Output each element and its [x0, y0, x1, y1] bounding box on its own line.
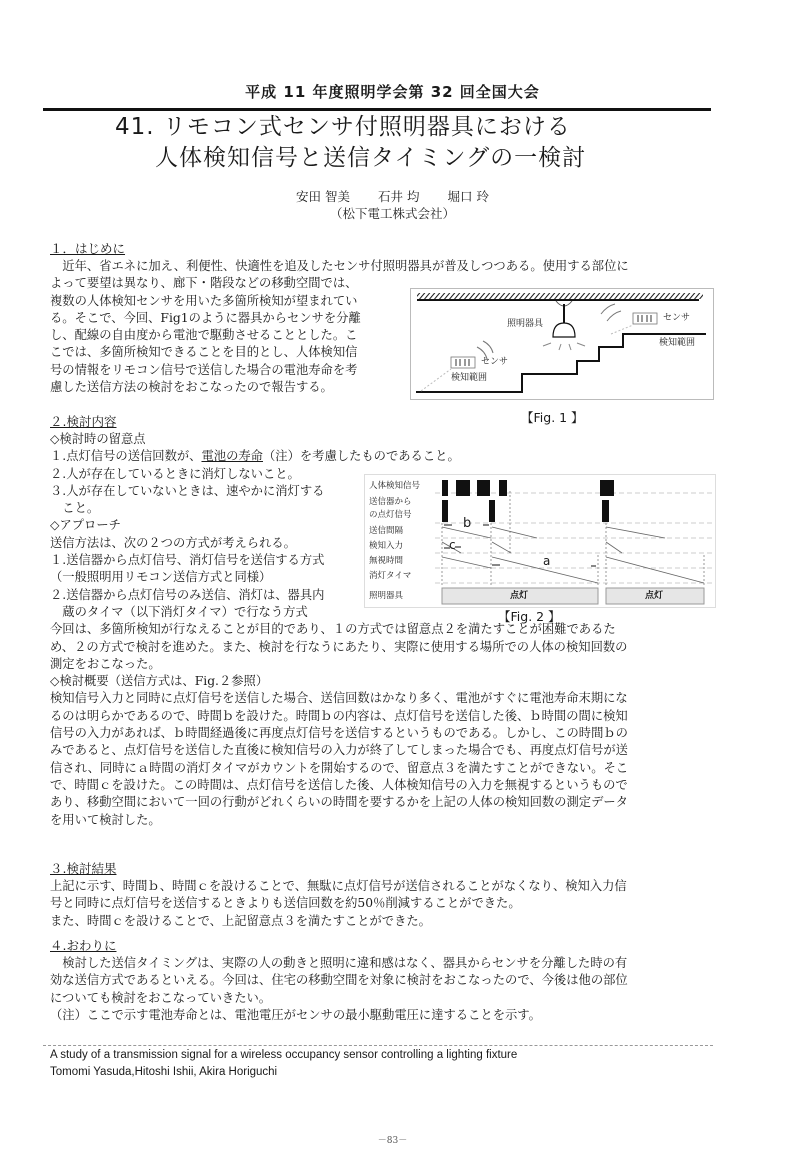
- sensor-icon-right: [601, 304, 657, 334]
- point-2: ２.人が存在しているときに消灯しないこと。: [50, 466, 300, 481]
- figure-2: [364, 474, 716, 608]
- point-3-line2: こと。: [50, 501, 100, 516]
- authors: [0, 189, 785, 204]
- text-line: こでは、多箇所検知できることを目的とし、人体検知信: [50, 345, 358, 360]
- text-line: あり、移動空間において一回の行動がどれくらいの時間を要するかを上記の人体の検知回数の測定データ: [50, 795, 628, 810]
- detection-pulses: [442, 480, 614, 496]
- label-a: a: [543, 554, 551, 568]
- figure-1: [410, 288, 714, 400]
- row-label: 無視時間: [369, 556, 404, 566]
- row-label: 照明器具: [369, 591, 404, 601]
- page-number: －83－: [377, 1136, 408, 1146]
- section-heading-conclusion: ４.おわりに: [50, 938, 117, 953]
- text-line: （一般照明用リモコン送信方式と同様）: [50, 570, 272, 585]
- row-label: 消灯タイマ: [369, 571, 412, 581]
- label-b: b: [463, 516, 472, 531]
- text-line: 信号の入力があれば、ｂ時間経過後に再度点灯信号を送信するというものである。しかし、この時間ｂの: [50, 726, 628, 741]
- timing-diagram: [365, 475, 715, 607]
- text-line: 複数の人体検知センサを用いた多箇所検知が望まれてい: [50, 293, 358, 308]
- text-line: し、配線の自由度から電池で駆動させることとした。こ: [50, 328, 358, 343]
- section-heading-intro: １．はじめに: [50, 241, 126, 256]
- text-line: 号の情報をリモコン信号で送信した場合の電池寿命を考: [50, 362, 358, 377]
- fixture-label: 照明器具: [507, 319, 544, 329]
- text-line: また、時間ｃを設けることで、上記留意点３を満たすことができた。: [50, 913, 431, 928]
- pulse: [442, 480, 448, 496]
- text-line: を用いて検討した。: [50, 812, 161, 827]
- text-line: る。そこで、今回、Fig1のように器具からセンサを分離: [50, 310, 361, 325]
- figure-1-caption: 【Fig. 1 】: [521, 410, 584, 425]
- pulse: [600, 480, 614, 496]
- pulse: [602, 500, 609, 522]
- light-fixture-icon: [543, 301, 585, 350]
- range-label-left: 検知範囲: [451, 373, 488, 383]
- section-heading-study: ２.検討内容: [50, 414, 117, 429]
- row-label: 検知入力: [369, 541, 404, 551]
- english-authors: Tomomi Yasuda,Hitoshi Ishii, Akira Horiguchi: [50, 1066, 278, 1078]
- footer-divider: [43, 1045, 713, 1046]
- text-line: についても検討をおこなっていきたい。: [50, 990, 272, 1005]
- results-paragraph: [50, 878, 627, 930]
- pulse: [489, 500, 495, 522]
- text-line: め、２の方式で検討を進めた。また、検討を行なうにあたり、実際に使用する場所での人体の検知回数の: [50, 639, 628, 654]
- author: 安田 智美: [296, 189, 351, 204]
- interval-arrows: [444, 525, 596, 566]
- text-line: 蔵のタイマ（以下消灯タイマ）で行なう方式: [50, 604, 308, 619]
- author: 石井 均: [378, 189, 420, 204]
- author: 堀口 玲: [447, 189, 489, 204]
- text-line: るのは明らかであるので、時間ｂを設けた。時間ｂの内容は、点灯信号を送信した後、ｂ時間の間に検知: [50, 708, 628, 723]
- row-label: の点灯信号: [369, 510, 412, 520]
- points-heading: ◇検討時の留意点: [50, 432, 146, 446]
- sensor-label-left: センサ: [481, 357, 509, 367]
- text-line: 効な送信方式であるといえる。今回は、住宅の移動空間を対象に検討をおこなったので、今後は他の部位: [50, 973, 628, 988]
- text-line: ２.送信器から点灯信号のみ送信、消灯は、器具内: [50, 587, 325, 602]
- text-line: で、時間ｃを設けた。この時間は、点灯信号を送信した後、人体検知信号の入力を無視するというもので: [50, 777, 628, 792]
- text-line: 信され、同時にａ時間の消灯タイマがカウントを開始するので、留意点３を満たすことができない。そこ: [50, 760, 629, 775]
- text-line: よって要望は異なり、廊下・階段などの移動空間では、: [50, 276, 358, 291]
- ramp-lines: [442, 527, 704, 583]
- approach-heading: ◇アプローチ: [50, 518, 121, 533]
- pulse: [442, 500, 448, 522]
- conference-name: 平成 11 年度照明学会第 32 回全国大会: [245, 83, 540, 101]
- label-c: c: [449, 538, 456, 552]
- row-label: 送信間隔: [369, 526, 404, 536]
- text-line: 慮した送信方法の検討をおこなったので報告する。: [50, 380, 333, 395]
- text-line: 今回は、多箇所検知が行なえることが目的であり、１の方式では留意点２を満たすことが困難であるた: [50, 622, 616, 637]
- text-line: 号と同時に点灯信号を送信するときよりも送信回数を約50％削減することができた。: [50, 896, 521, 911]
- range-label-right: 検知範囲: [659, 338, 696, 348]
- on-label: 点灯: [510, 591, 529, 601]
- on-label: 点灯: [645, 591, 664, 601]
- overview-heading: ◇検討概要（送信方式は、Fig.２参照）: [50, 674, 269, 689]
- affiliation: （松下電工株式会社）: [329, 206, 455, 221]
- point-1: １.点灯信号の送信回数が、電池の寿命（注）を考慮したものであること。: [50, 449, 460, 464]
- pulse: [499, 480, 507, 496]
- lighting-bars: [442, 588, 704, 604]
- text-line: 送信方法は、次の２つの方式が考えられる。: [50, 535, 296, 550]
- pulse: [456, 480, 470, 496]
- sensor-label-right: センサ: [663, 313, 691, 323]
- battery-life-emphasis: 電池の寿命: [201, 449, 263, 464]
- conclusion-paragraph: [50, 955, 628, 1024]
- section-heading-results: ３.検討結果: [50, 861, 117, 876]
- row-gridlines: [435, 493, 713, 583]
- text-line: 測定をおこなった。: [50, 656, 161, 671]
- paper-title-line2: 人体検知信号と送信タイミングの一検討: [155, 145, 587, 171]
- pulse: [477, 480, 490, 496]
- footnote: （注）ここで示す電池寿命とは、電池電圧がセンサの最小駆動電圧に達することを示す。: [50, 1007, 541, 1022]
- paper-title-line1: 41. リモコン式センサ付照明器具における: [115, 114, 571, 140]
- text-line: 近年、省エネに加え、利便性、快適性を追及したセンサ付照明器具が普及しつつある。使用する部位に: [50, 259, 629, 273]
- figure-2-caption: 【Fig. 2 】: [498, 609, 561, 624]
- row-label: 人体検知信号: [369, 481, 421, 491]
- text-line: 上記に示す、時間ｂ、時間ｃを設けることで、無駄に点灯信号が送信されることがなくなり、検知入力信: [50, 879, 627, 893]
- english-title: A study of a transmission signal for a wireless occupancy sensor controlling a lighting fixture: [50, 1049, 518, 1061]
- text-line: みであると、点灯信号を送信した直後に検知信号の入力が終了してしまった場合でも、再度点灯信号が送: [50, 743, 628, 758]
- row-label: 送信器から: [369, 497, 412, 507]
- ceiling-hatch: [417, 293, 703, 299]
- header-rule: [43, 108, 711, 111]
- text-line: 検討した送信タイミングは、実際の人の動きと照明に違和感はなく、器具からセンサを分離した時の有: [50, 956, 628, 970]
- text-line: 検知信号入力と同時に点灯信号を送信した場合、送信回数はかなり多く、電池がすぐに電池寿命末期にな: [50, 691, 628, 706]
- point-3-line1: ３.人が存在していないときは、速やかに消灯する: [50, 483, 325, 498]
- text-line: １.送信器から点灯信号、消灯信号を送信する方式: [50, 553, 325, 568]
